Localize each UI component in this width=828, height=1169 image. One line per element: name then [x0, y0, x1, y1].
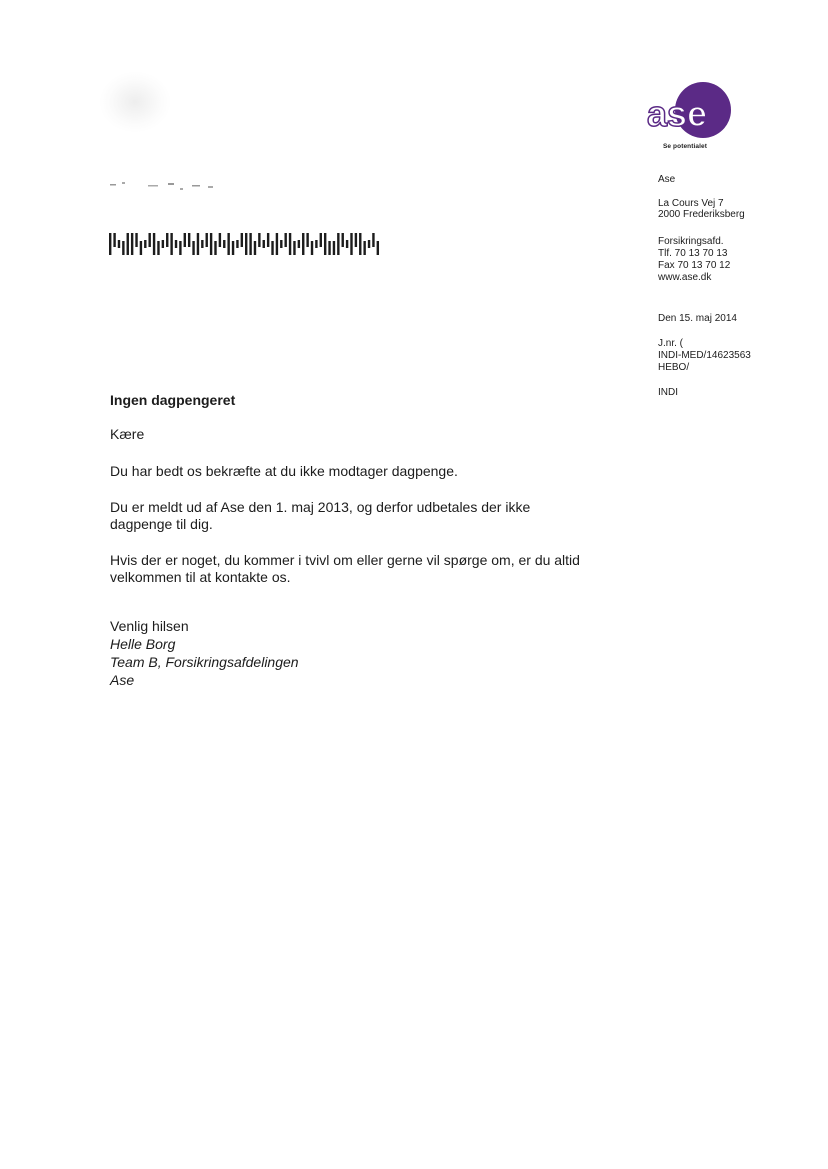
- logo-wordmark: ase: [647, 93, 708, 134]
- barcode-bar: [280, 240, 282, 248]
- sender-street: La Cours Vej 7: [658, 198, 724, 209]
- barcode-bar: [368, 240, 370, 248]
- barcode-bar: [170, 233, 172, 255]
- barcode-bar: [315, 240, 317, 248]
- barcode-bar: [157, 241, 159, 255]
- barcode-bar: [372, 233, 374, 247]
- barcode-bar: [350, 233, 352, 255]
- barcode-bar: [188, 233, 190, 247]
- barcode-bar: [232, 241, 234, 255]
- scan-smudge: [100, 72, 170, 132]
- barcode-bar: [245, 233, 247, 255]
- redacted-recipient-marks: [108, 180, 218, 192]
- closing: Venlig hilsen: [110, 618, 189, 634]
- barcode-bar: [201, 240, 203, 248]
- barcode-bar: [236, 240, 238, 248]
- signer-name: Helle Borg: [110, 636, 176, 652]
- signer-team: Team B, Forsikringsafdelingen: [110, 654, 299, 670]
- barcode-bar: [223, 240, 225, 248]
- ase-logo: [645, 80, 735, 142]
- barcode-bar: [254, 241, 256, 255]
- barcode-bar: [153, 233, 155, 255]
- barcode-bar: [320, 233, 322, 247]
- barcode-bar: [324, 233, 326, 255]
- barcode-bar: [140, 241, 142, 255]
- paragraph-3: Hvis der er noget, du kommer i tvivl om eller gerne vil spørge om, er du altid velkommen til at kontakte os.: [110, 552, 580, 585]
- barcode-bar: [293, 241, 295, 255]
- barcode-bar: [263, 240, 265, 248]
- barcode-bar: [311, 241, 313, 255]
- barcode-bar: [359, 233, 361, 255]
- barcode-bar: [197, 233, 199, 255]
- postal-barcode: [109, 233, 381, 255]
- barcode-bar: [271, 241, 273, 255]
- barcode-bar: [144, 240, 146, 248]
- letter-subject: Ingen dagpengeret: [110, 392, 236, 408]
- sender-department: Forsikringsafd.: [658, 236, 724, 247]
- barcode-bar: [131, 233, 133, 255]
- barcode-bar: [192, 241, 194, 255]
- barcode-bar: [337, 233, 339, 255]
- barcode-bar: [363, 241, 365, 255]
- signer-organization: Ase: [110, 672, 135, 688]
- barcode-bar: [302, 233, 304, 255]
- barcode-bar: [328, 241, 330, 255]
- barcode-bar: [206, 233, 208, 247]
- barcode-bar: [284, 233, 286, 247]
- paragraph-2: Du er meldt ud af Ase den 1. maj 2013, og derfor udbetales der ikke dagpenge til dig.: [110, 499, 531, 532]
- barcode-bar: [109, 233, 111, 255]
- paragraph-1: Du har bedt os bekræfte at du ikke modtager dagpenge.: [110, 463, 458, 479]
- barcode-bar: [258, 233, 260, 247]
- sender-phone: Tlf. 70 13 70 13: [658, 248, 728, 259]
- barcode-bar: [148, 233, 150, 247]
- barcode-bar: [175, 240, 177, 248]
- barcode-bar: [249, 233, 251, 255]
- barcode-bar: [355, 233, 357, 247]
- barcode-bar: [342, 233, 344, 247]
- letter-date: Den 15. maj 2014: [658, 313, 737, 324]
- barcode-bar: [306, 233, 308, 247]
- barcode-bar: [122, 241, 124, 255]
- barcode-bar: [227, 233, 229, 255]
- barcode-bar: [113, 233, 115, 247]
- barcode-bar: [333, 241, 335, 255]
- sender-website: www.ase.dk: [658, 272, 712, 283]
- salutation: Kære: [110, 426, 145, 442]
- journal-number: J.nr. (: [658, 338, 684, 349]
- reference-number: INDI-MED/14623563: [658, 350, 751, 361]
- barcode-bar: [377, 241, 379, 255]
- barcode-bar: [210, 233, 212, 255]
- barcode-bar: [346, 240, 348, 248]
- sender-city: 2000 Frederiksberg: [658, 209, 745, 220]
- barcode-bar: [276, 233, 278, 255]
- sender-fax: Fax 70 13 70 12: [658, 260, 731, 271]
- case-code: INDI: [658, 387, 678, 398]
- barcode-bar: [219, 233, 221, 247]
- barcode-bar: [118, 240, 120, 248]
- barcode-bar: [184, 233, 186, 247]
- barcode-bar: [127, 233, 129, 255]
- barcode-bar: [135, 233, 137, 247]
- barcode-bar: [214, 241, 216, 255]
- sender-name: Ase: [658, 174, 676, 185]
- case-initials: HEBO/: [658, 362, 690, 373]
- barcode-bar: [241, 233, 243, 247]
- barcode-bar: [298, 240, 300, 248]
- barcode-bar: [162, 240, 164, 248]
- barcode-bar: [179, 241, 181, 255]
- barcode-bar: [166, 233, 168, 247]
- barcode-bar: [289, 233, 291, 255]
- barcode-bar: [267, 233, 269, 247]
- logo-tagline: Se potentialet: [663, 143, 708, 150]
